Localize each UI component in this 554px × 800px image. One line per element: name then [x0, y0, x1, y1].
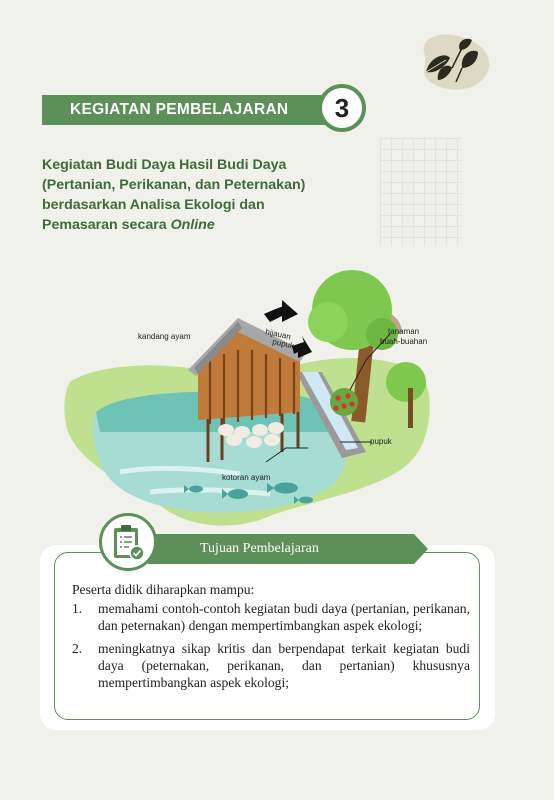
- grid-decoration: [380, 138, 462, 246]
- label-pupuk-arrow: pupuk: [271, 337, 295, 351]
- label-hijauan: hijauan: [264, 327, 292, 342]
- lesson-label: KEGIATAN PEMBELAJARAN: [70, 101, 289, 118]
- label-pupuk: pupuk: [370, 437, 392, 446]
- page-title: [42, 155, 372, 235]
- title-line-1: Kegiatan Budi Daya Hasil Budi Daya: [42, 157, 287, 173]
- objectives-intro: Peserta didik diharapkan mampu:: [72, 582, 255, 597]
- label-kandang-ayam: kandang ayam: [138, 332, 191, 341]
- clipboard-check-icon: [99, 513, 157, 571]
- list-item-number: 2.: [72, 641, 83, 656]
- farm-illustration: [60, 262, 440, 532]
- label-buah-buahan: buah-buahan: [380, 337, 428, 346]
- title-line-3: berdasarkan Analisa Ekologi dan: [42, 197, 265, 213]
- objectives-banner: [148, 534, 414, 564]
- title-line-4: [42, 215, 372, 235]
- list-item-number: 1.: [72, 601, 83, 616]
- list-item-text: meningkatnya sikap kritis dan berpendapat terkait kegiatan budi daya (peternakan, perikanan, dan pertanian) khususnya mempertimbangkan aspek ekologi;: [98, 641, 470, 690]
- title-online: Online: [170, 217, 215, 233]
- list-item: [72, 600, 470, 634]
- list-item-text: memahami contoh-contoh kegiatan budi daya (pertanian, perikanan, dan peternakan) dengan mempertimbangkan aspek ekologi;: [98, 601, 470, 633]
- objectives-list: [72, 600, 470, 697]
- lesson-banner: [42, 95, 332, 125]
- leaf-decoration-icon: [416, 32, 492, 92]
- label-tanaman: tanaman: [388, 327, 420, 336]
- title-line-2: (Pertanian, Perikanan, dan Peternakan): [42, 177, 306, 193]
- title-line-4-prefix: Pemasaran secara: [42, 217, 171, 233]
- label-kotoran-ayam: kotoran ayam: [222, 473, 271, 482]
- objectives-heading: Tujuan Pembelajaran: [200, 541, 319, 556]
- lesson-number: 3: [318, 84, 366, 132]
- list-item: [72, 640, 470, 691]
